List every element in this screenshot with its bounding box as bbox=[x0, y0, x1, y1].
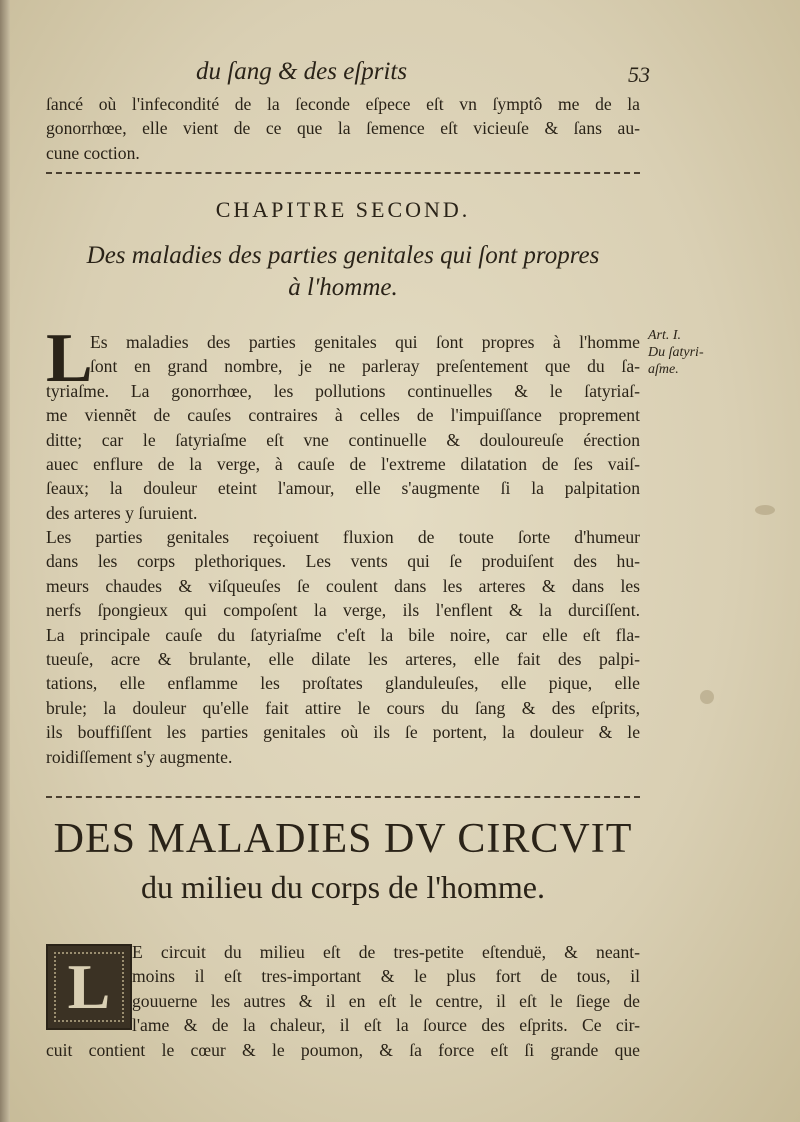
section-title: DES MALADIES DV CIRCVIT bbox=[53, 816, 633, 862]
text-line: roidiſſement s'y augmente. bbox=[46, 746, 233, 767]
chapter-subtitle-line: à l'homme. bbox=[288, 274, 398, 301]
text-line: tyriaſme. La gonorrhœe, les pollutions continuelles & le ſatyriaſ- bbox=[46, 380, 640, 401]
text-line: nerfs ſpongieux qui compoſent la verge, ils l'enflent & la durciſſent. bbox=[46, 600, 640, 621]
page-gutter bbox=[0, 0, 10, 1122]
page-header bbox=[46, 58, 650, 90]
text-line: cune coction. bbox=[46, 142, 140, 163]
text-line: tations, elle enflamme les proſtates glanduleuſes, elle pique, elle bbox=[46, 673, 640, 694]
paragraph-causes bbox=[46, 525, 640, 769]
text-line: ſeaux; la douleur eteint l'amour, elle s'augmente ſi la palpitation bbox=[46, 478, 640, 499]
margin-note bbox=[648, 327, 748, 378]
chapter-subtitle-line: Des maladies des parties genitales qui ſont propres bbox=[86, 242, 600, 269]
text-line: E circuit du milieu eſt de tres-petite eſtenduë, & neant- bbox=[132, 942, 640, 962]
text-line: auec enflure de la verge, à cauſe de l'extreme dilatation de ſes vaiſ- bbox=[46, 454, 640, 475]
text-line: Es maladies des parties genitales qui ſont propres à l'homme bbox=[90, 332, 640, 352]
paragraph-satyriasis bbox=[46, 320, 640, 525]
text-line: gouuerne les autres & il en eſt le centre, il eſt le ſiege de bbox=[132, 990, 640, 1011]
ink-stain bbox=[755, 505, 775, 515]
top-paragraph bbox=[46, 92, 640, 165]
chapter-title: CHAPITRE SECOND. bbox=[215, 197, 471, 222]
text-line: brule; la douleur qu'elle fait attire le cours du ſang & des eſprits, bbox=[46, 697, 640, 718]
text-line: gonorrhœe, elle vient de ce que la ſemence eſt vicieuſe & ſans au- bbox=[46, 118, 640, 139]
text-line: ils bouffiſſent les parties genitales où ils ſe portent, la douleur & le bbox=[46, 722, 640, 743]
text-line: meurs chaudes & viſqueuſes ſe coulent dans les arteres & dans les bbox=[46, 575, 640, 596]
section-subtitle: du milieu du corps de l'homme. bbox=[141, 869, 545, 905]
paragraph-middle-circuit bbox=[46, 940, 640, 1062]
page-number: 53 bbox=[628, 62, 650, 87]
text-line: Les parties genitales reçoiuent fluxion de toute ſorte d'humeur bbox=[46, 527, 640, 547]
margin-note-line: Art. I. bbox=[648, 328, 682, 343]
section-rule bbox=[46, 796, 640, 798]
text-line: moins il eſt tres-important & le plus fort de tous, il bbox=[132, 966, 640, 987]
text-line: des arteres y ſuruient. bbox=[46, 502, 198, 523]
margin-note-line: aſme. bbox=[648, 362, 679, 377]
text-line: cuit contient le cœur & le poumon, & ſa force eſt ſi grande que bbox=[46, 1039, 640, 1060]
text-line: ditte; car le ſatyriaſme eſt vne continuelle & douloureuſe érection bbox=[46, 429, 640, 450]
margin-note-line: Du ſatyri- bbox=[648, 345, 704, 360]
text-line: ſancé où l'infecondité de la ſeconde eſpece eſt vn ſymptô me de la bbox=[46, 94, 640, 114]
text-line: La principale cauſe du ſatyriaſme c'eſt la bile noire, car elle eſt fla- bbox=[46, 624, 640, 645]
text-line: l'ame & de la chaleur, il eſt la ſource des eſprits. Ce cir- bbox=[132, 1015, 640, 1036]
running-head: du ſang & des eſprits bbox=[196, 58, 408, 85]
ink-stain bbox=[700, 690, 714, 704]
section-rule bbox=[46, 172, 640, 174]
chapter-subtitle bbox=[46, 240, 640, 304]
drop-cap-letter: L bbox=[67, 951, 111, 1022]
text-line: me viennẽt de cauſes contraires à celles de l'impuiſſance proprement bbox=[46, 405, 640, 426]
text-line: tueuſe, acre & brulante, elle dilate les arteres, elle fait des palpi- bbox=[46, 649, 640, 670]
drop-cap: L bbox=[46, 320, 93, 397]
text-line: ſont en grand nombre, je ne parleray preſentement que du ſa- bbox=[90, 356, 640, 377]
text-line: dans les corps plethoriques. Les vents qui ſe produiſent des hu- bbox=[46, 551, 640, 572]
